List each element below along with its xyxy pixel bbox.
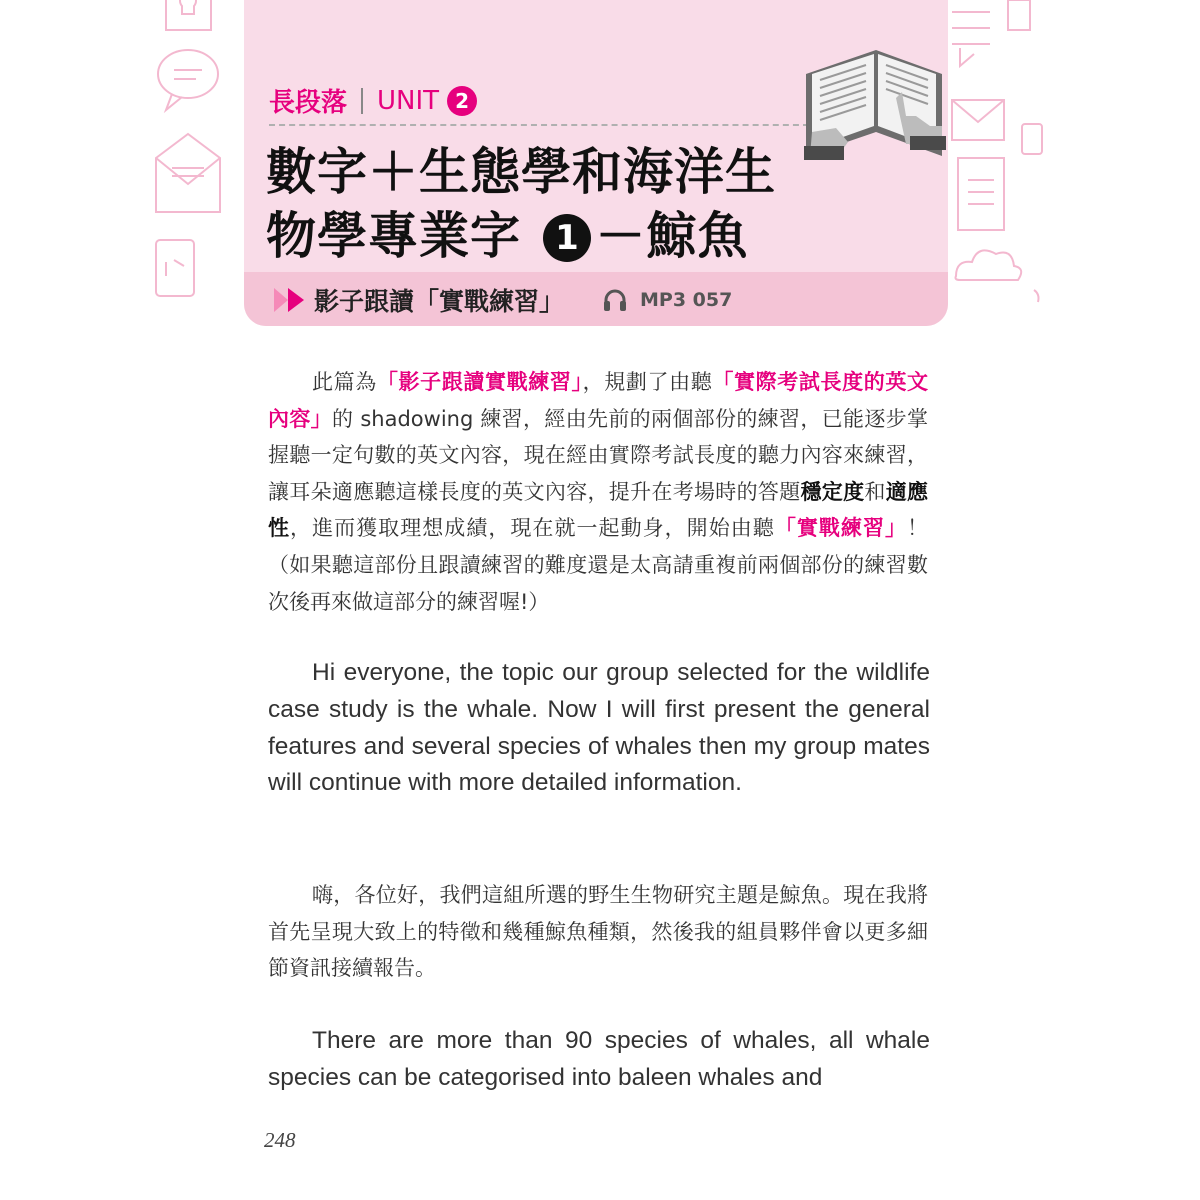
english-paragraph-2: There are more than 90 species of whales, all whale species can be categorised into baleen whales and [268, 1027, 930, 1091]
intro-text-6: ！（如果聽這部份且跟讀練習的難度還是太高請重複前兩個部份的練習數次後再來做這部分的練習喔!） [268, 516, 929, 614]
intro-paragraph [268, 364, 928, 620]
circled-number: 1 [543, 214, 591, 262]
doodle-device-icon [150, 236, 200, 300]
practice-row [272, 282, 732, 318]
separator [361, 88, 363, 114]
highlight-shadowing-practice: 「影子跟讀實戰練習」 [376, 370, 583, 394]
highlight-practice: 「實戰練習」 [774, 516, 908, 541]
bold-adaptability: 適應性 [268, 479, 929, 541]
title-line-1: 數字＋生態學和海洋生 [266, 143, 776, 201]
double-arrow-icon [272, 286, 310, 314]
unit-number-badge: 2 [447, 86, 477, 116]
title-line-2-prefix: 物學專業字 [266, 207, 521, 265]
audio-track-label: MP3 057 [640, 289, 733, 311]
doodle-speech-bubble-icon [152, 44, 226, 114]
highlight-exam-length: 「實際考試長度的英文內容」 [268, 370, 928, 431]
intro-text-3: 的 shadowing 練習，經由先前的兩個部份的練習，已能逐步掌握聽一定句數的英文內容，現在經由實際考試長度的聽力內容來練習，讓耳朵適應聽這樣長度的英文內容，提升在考場時的答題 [268, 406, 929, 504]
book-reading-illustration [800, 28, 950, 168]
bold-stability: 穩定度 [800, 479, 865, 504]
intro-text-4: 和 [864, 479, 886, 504]
page-number: 248 [264, 1128, 296, 1152]
english-paragraph-1: Hi everyone, the topic our group selected for the wildlife case study is the whale. Now I will first present the general features and several species of whales then my group mates will continue with more detailed information. [268, 659, 930, 797]
doodle-envelope-icon [150, 128, 226, 218]
intro-text-2: ，規劃了由聽 [582, 370, 713, 394]
dashed-divider [269, 124, 809, 126]
title-line-2-suffix: －鯨魚 [595, 207, 749, 265]
doodle-document-icon [952, 150, 1012, 240]
headphone-icon [602, 287, 628, 313]
doodle-cloud-icon [952, 236, 1042, 306]
section-label: 長段落 [269, 88, 348, 118]
doodle-lightbulb-icon [156, 0, 226, 40]
page-title [266, 140, 776, 268]
intro-text-1: 此篇為 [312, 370, 377, 394]
intro-text-5: ，進而獲取理想成績，現在就一起動身，開始由聽 [290, 516, 775, 541]
unit-label: UNIT [377, 85, 440, 116]
practice-label: 影子跟讀「實戰練習」 [314, 287, 565, 316]
unit-line [269, 82, 477, 119]
chinese-paragraph-1: 嗨，各位好，我們這組所選的野生生物研究主題是鯨魚。現在我將首先呈現大致上的特徵和幾種鯨魚種類，然後我的組員夥伴會以更多細節資訊接續報告。 [268, 883, 928, 981]
doodle-note-lines-icon [950, 0, 1040, 70]
title-line-2 [266, 204, 776, 268]
